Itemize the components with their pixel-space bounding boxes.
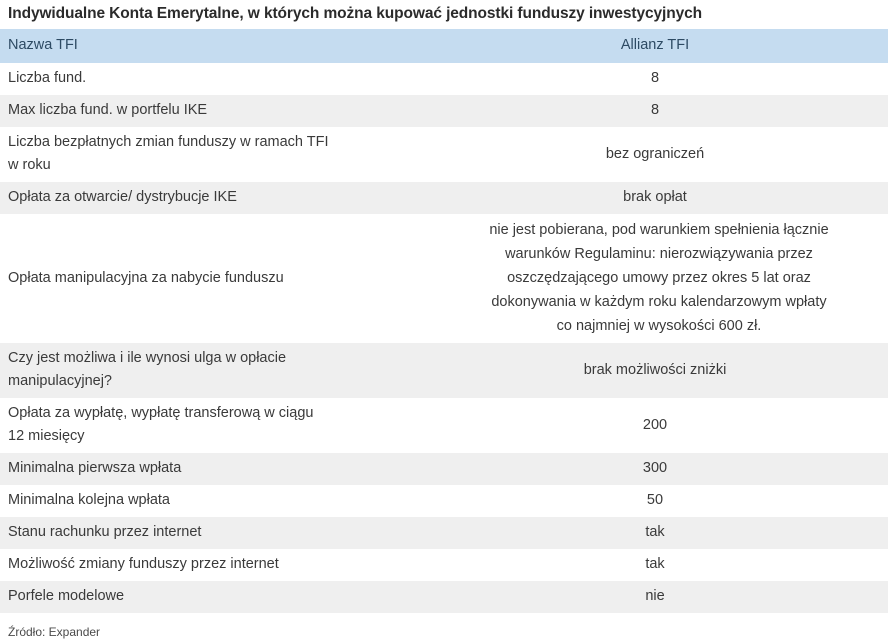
row-label-line: Opłata manipulacyjna za nabycie funduszu: [8, 269, 284, 286]
table-row: [0, 485, 888, 517]
row-label: [0, 549, 426, 581]
row-label: [0, 485, 426, 517]
row-label-line: Liczba bezpłatnych zmian funduszy w ramach TFI: [8, 134, 329, 150]
row-value-line: nie jest pobierana, pod warunkiem spełnienia łącznie: [489, 222, 829, 238]
row-label: [0, 398, 426, 453]
row-value-line: 50: [646, 492, 664, 508]
table-row: [0, 127, 888, 182]
row-value-line: brak możliwości zniżki: [583, 361, 727, 378]
row-label: [0, 127, 426, 182]
row-value-line: 300: [642, 460, 668, 476]
table-row: [0, 581, 888, 613]
row-value: [426, 95, 888, 127]
row-label-line: Minimalna pierwsza wpłata: [8, 460, 182, 476]
row-value-line: 200: [642, 416, 668, 433]
row-label-line: w roku: [8, 157, 51, 173]
table-header-row: [0, 29, 888, 63]
row-label-line: Opłata za wypłatę, wypłatę transferową w ciągu: [8, 405, 314, 421]
row-label-line: manipulacyjnej?: [8, 373, 112, 389]
row-value-line: brak opłat: [623, 189, 687, 205]
row-label-line: Opłata za otwarcie/ dystrybucje IKE: [8, 189, 237, 205]
table-row: [0, 182, 888, 214]
table-row: [0, 343, 888, 398]
row-label: [0, 581, 426, 613]
table-row: [0, 453, 888, 485]
row-label: [0, 343, 426, 398]
row-value: [426, 398, 888, 453]
page-title: Indywidualne Konta Emerytalne, w których można kupować jednostki funduszy inwestycyjnych: [8, 5, 703, 22]
row-label-line: Porfele modelowe: [8, 588, 125, 604]
row-value-line: nie: [645, 588, 665, 604]
ike-comparison-table: [0, 29, 888, 613]
table-row: [0, 214, 888, 343]
row-value-line: co najmniej w wysokości 600 zł.: [556, 318, 762, 334]
row-label: [0, 63, 426, 95]
row-value-line: oszczędzającego umowy przez okres 5 lat oraz: [507, 270, 811, 286]
row-value-line: tak: [645, 556, 665, 572]
row-label: [0, 95, 426, 127]
row-value: [426, 485, 888, 517]
row-label: [0, 453, 426, 485]
row-label-line: Czy jest możliwa i ile wynosi ulga w opłacie: [8, 350, 287, 366]
row-label-line: Stanu rachunku przez internet: [8, 524, 202, 540]
row-value: [426, 214, 888, 343]
row-label-line: Minimalna kolejna wpłata: [8, 492, 170, 508]
table-row: [0, 549, 888, 581]
table-body: [0, 29, 888, 613]
table-row: [0, 95, 888, 127]
row-value-line: 8: [650, 102, 660, 118]
row-label-line: Max liczba fund. w portfelu IKE: [8, 102, 208, 118]
row-value: [426, 182, 888, 214]
row-value-line: 8: [650, 70, 660, 86]
row-label: [0, 517, 426, 549]
row-label-line: Liczba fund.: [8, 70, 87, 86]
source-note: Źródło: Expander: [8, 625, 101, 639]
row-value: [426, 549, 888, 581]
table-row: [0, 63, 888, 95]
row-value: [426, 517, 888, 549]
row-label-line: Możliwość zmiany funduszy przez internet: [8, 556, 279, 572]
row-value: [426, 127, 888, 182]
row-value-line: warunków Regulaminu: nierozwiązywania przez: [505, 246, 813, 262]
row-value: [426, 453, 888, 485]
row-value-line: dokonywania w każdym roku kalendarzowym wpłaty: [491, 294, 827, 310]
row-value-line: bez ograniczeń: [605, 145, 705, 162]
row-value: [426, 63, 888, 95]
column-header-label: Nazwa TFI: [8, 37, 78, 53]
table-row: [0, 398, 888, 453]
row-value: [426, 581, 888, 613]
column-header-value: Allianz TFI: [620, 37, 690, 53]
table-row: [0, 517, 888, 549]
row-value-line: tak: [645, 524, 665, 540]
row-value: [426, 343, 888, 398]
row-label: [0, 182, 426, 214]
row-label: [0, 214, 426, 343]
row-label-line: 12 miesięcy: [8, 428, 85, 444]
